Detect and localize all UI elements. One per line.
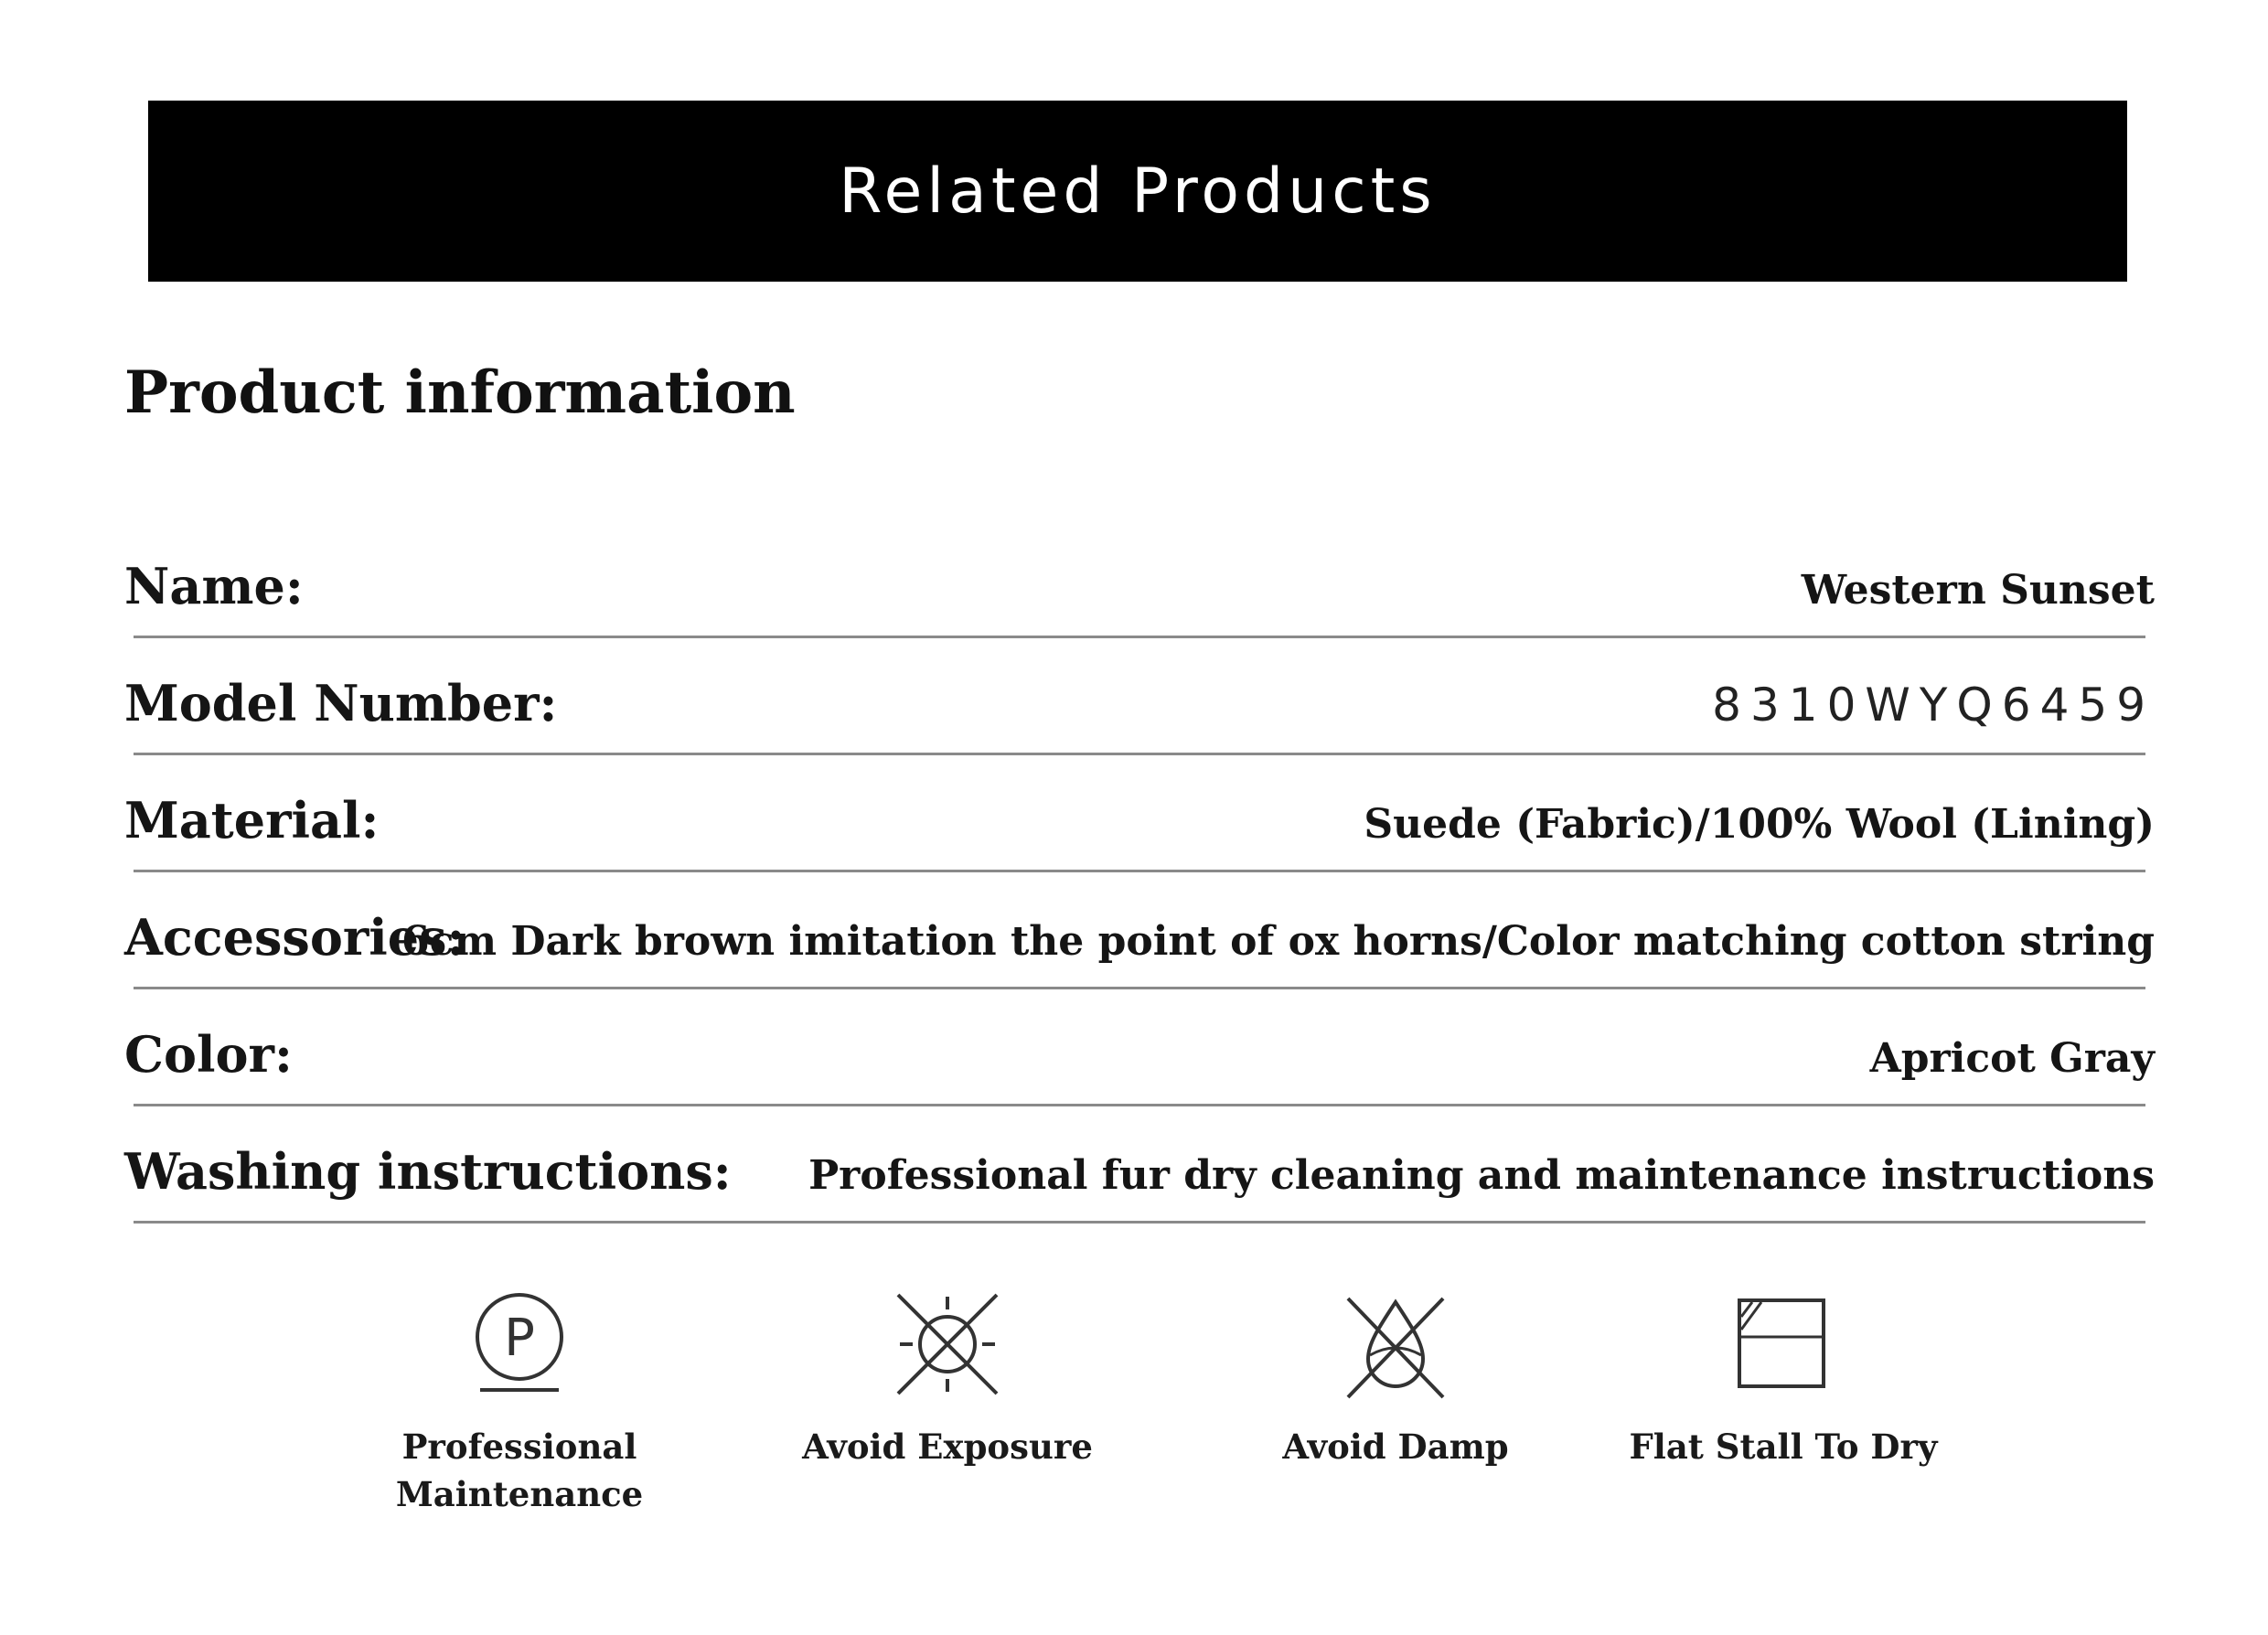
avoid-damp-icon xyxy=(1341,1289,1450,1399)
svg-text:P: P xyxy=(504,1309,535,1368)
care-item-avoid-exposure xyxy=(783,1289,1112,1470)
accessories-value: 6cm Dark brown imitation the point of ox horns/Color matching cotton string xyxy=(401,918,2155,965)
flat-dry-label: Flat Stall To Dry xyxy=(1629,1427,1938,1467)
avoid-damp-label: Avoid Damp xyxy=(1282,1427,1509,1467)
info-row-material xyxy=(124,755,2155,872)
info-row-name xyxy=(124,521,2155,638)
info-row-model-number xyxy=(124,638,2155,755)
info-row-washing-instructions xyxy=(124,1106,2155,1224)
material-label: Material: xyxy=(124,791,380,850)
name-label: Name: xyxy=(124,557,304,615)
product-info-table xyxy=(124,521,2155,1224)
material-value: Suede (Fabric)/100% Wool (Lining) xyxy=(1364,801,2155,848)
care-item-avoid-damp xyxy=(1231,1289,1560,1470)
banner-title: Related Products xyxy=(839,155,1437,228)
care-item-flat-dry xyxy=(1619,1289,1948,1470)
washing-instructions-label: Washing instructions: xyxy=(124,1142,732,1201)
professional-maintenance-icon xyxy=(469,1289,570,1399)
model-number-label: Model Number: xyxy=(124,674,558,732)
name-value: Western Sunset xyxy=(1801,567,2155,614)
flat-dry-icon xyxy=(1728,1289,1838,1399)
info-row-color xyxy=(124,989,2155,1106)
info-row-accessories xyxy=(124,872,2155,989)
avoid-exposure-icon xyxy=(893,1289,1002,1399)
related-products-banner xyxy=(148,101,2127,282)
color-label: Color: xyxy=(124,1025,293,1084)
professional-maintenance-label: Professional Maintenance xyxy=(395,1427,644,1514)
avoid-exposure-label: Avoid Exposure xyxy=(802,1427,1093,1467)
product-information-title: Product information xyxy=(124,358,796,427)
washing-instructions-value: Professional fur dry cleaning and maintenance instructions xyxy=(808,1152,2155,1199)
care-instructions xyxy=(0,1289,2268,1564)
model-number-value: 8310WYQ6459 xyxy=(1712,679,2155,732)
care-item-professional-maintenance xyxy=(355,1289,684,1518)
color-value: Apricot Gray xyxy=(1869,1035,2155,1082)
accessories-label: Accessories: xyxy=(124,908,465,967)
